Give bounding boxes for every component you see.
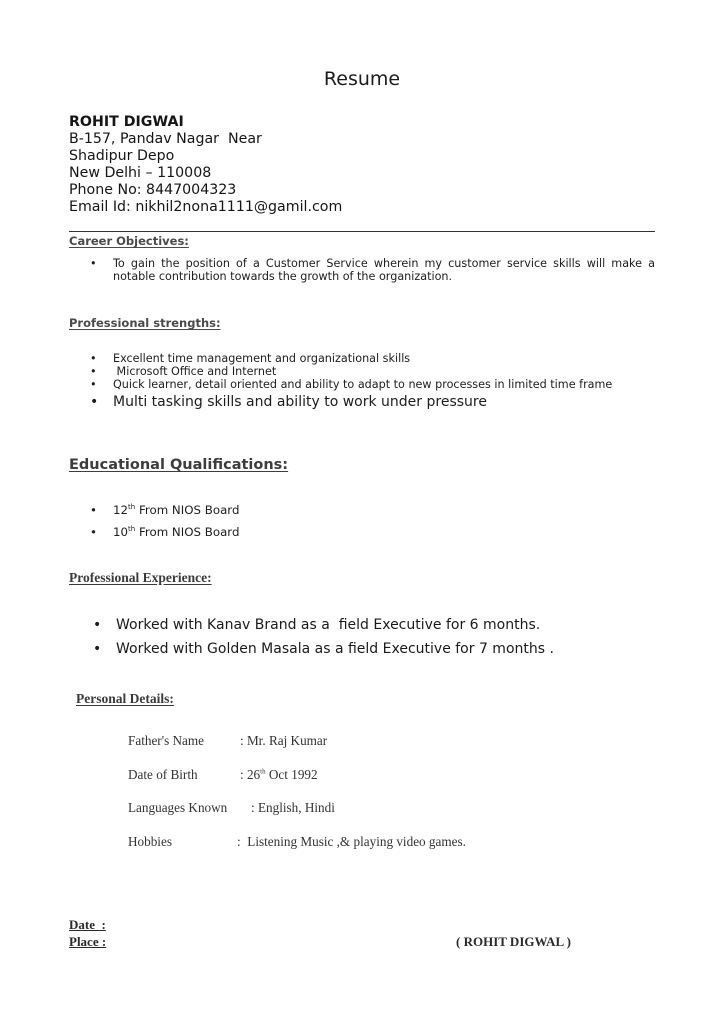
education-list (69, 503, 469, 547)
email-address: Email Id: nikhil2nona1111@gamil.com (69, 199, 343, 215)
career-objectives-heading: Career Objectives: (69, 234, 189, 248)
professional-strengths-list (69, 352, 655, 412)
list-item (69, 525, 469, 547)
experience-text: Worked with Kanav Brand as a field Executive for 6 months. (116, 617, 541, 633)
row-label: Languages Known (128, 800, 228, 815)
row-value (240, 767, 318, 783)
list-item (72, 641, 632, 665)
experience-heading: Professional Experience: (69, 570, 212, 585)
bullet-icon: • (93, 617, 102, 633)
ordinal-suffix: th (128, 525, 136, 534)
list-item (69, 378, 655, 391)
education-board: From NIOS Board (135, 525, 240, 539)
professional-strengths-heading: Professional strengths: (69, 316, 221, 330)
education-heading: Educational Qualifications: (69, 457, 289, 473)
bullet-icon: • (90, 503, 97, 517)
strength-text: Excellent time management and organizational skills (113, 352, 411, 365)
bullet-icon: • (90, 378, 97, 391)
signature-name: ( ROHIT DIGWAL ) (456, 934, 571, 949)
list-item (69, 503, 469, 525)
place-label: Place : (69, 934, 107, 949)
personal-details-heading: Personal Details: (76, 691, 174, 706)
bullet-icon: • (90, 525, 97, 539)
education-level: 10 (113, 525, 129, 539)
row-label: Hobbies (128, 833, 172, 849)
list-item (69, 257, 655, 283)
address-line-3: New Delhi – 110008 (69, 165, 212, 181)
dob-day: : 26 (240, 766, 261, 782)
bullet-icon: • (90, 394, 99, 410)
bullet-icon: • (90, 257, 97, 270)
phone-number: Phone No: 8447004323 (69, 182, 237, 198)
strength-text: Quick learner, detail oriented and ability to adapt to new processes in limited time frame (113, 378, 613, 391)
address-line-2: Shadipur Depo (69, 148, 175, 164)
bullet-icon: • (90, 365, 97, 378)
strength-text: Multi tasking skills and ability to work under pressure (113, 394, 487, 410)
strength-text: Microsoft Office and Internet (113, 365, 277, 378)
date-label: Date : (69, 917, 106, 932)
contact-block (69, 114, 342, 216)
experience-text: Worked with Golden Masala as a field Executive for 7 months . (116, 641, 554, 657)
row-label: Father's Name (128, 733, 204, 748)
objective-text: To gain the position of a Customer Service wherein my customer service skills will make a notable contribution towards the growth of the organization. (113, 257, 655, 283)
bullet-icon: • (93, 641, 102, 657)
list-item (69, 392, 655, 412)
ordinal-suffix: th (260, 767, 266, 776)
row-value: : English, Hindi (251, 800, 335, 815)
ordinal-suffix: th (128, 503, 136, 512)
education-board: From NIOS Board (135, 503, 240, 517)
document-title: Resume (323, 68, 401, 90)
list-item (69, 365, 655, 378)
bullet-icon: • (90, 352, 97, 365)
list-item (72, 617, 632, 641)
list-item (69, 352, 655, 365)
applicant-name: ROHIT DIGWAI (69, 114, 184, 130)
experience-list (72, 617, 632, 665)
row-value: : Mr. Raj Kumar (240, 733, 328, 748)
row-value: : Listening Music ,& playing video games. (237, 833, 466, 849)
dob-month-year: Oct 1992 (265, 766, 318, 782)
row-label: Date of Birth (128, 766, 198, 782)
education-level: 12 (113, 503, 129, 517)
address-line-1: B-157, Pandav Nagar Near (69, 131, 262, 147)
career-objectives-list (69, 257, 655, 283)
horizontal-divider (69, 231, 655, 232)
